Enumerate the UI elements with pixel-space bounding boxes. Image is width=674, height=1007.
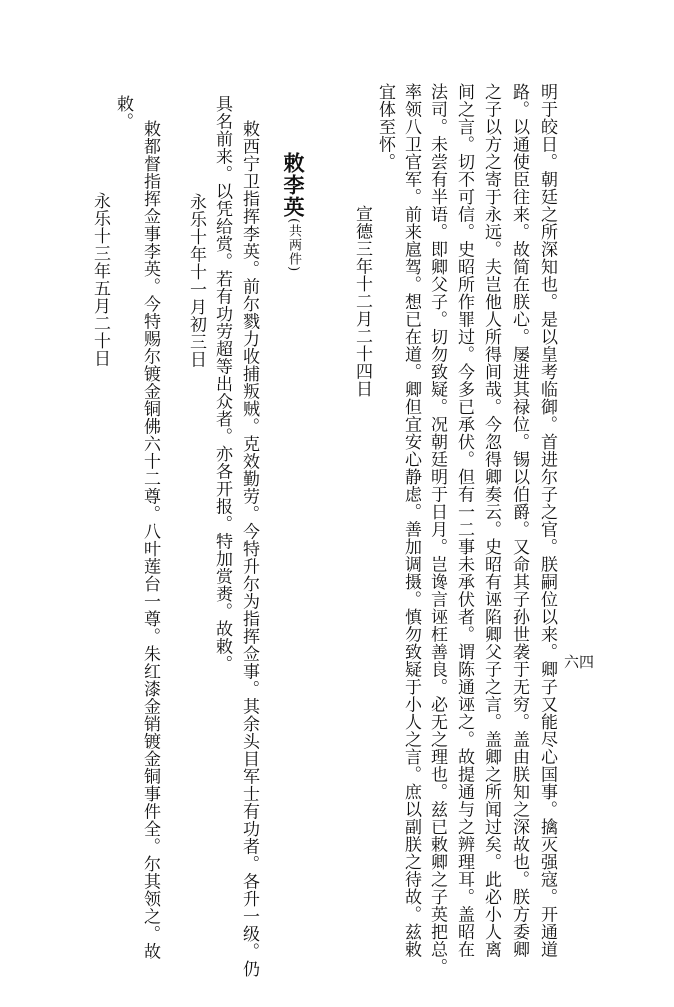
date-line: 永乐十年十一月初三日 [186,193,206,368]
text-column: 路。以通使臣往来。故简在朕心。屡进其禄位。锡以伯爵。又命其子孙世袭于无穷。盖由朕知之深故也。朕方委卿 [509,83,529,958]
date-line: 永乐十三年五月二十日 [90,192,110,367]
section-title [283,152,304,272]
text-column: 法司。未尝有半语。即卿父子。切勿致疑。况朝廷明于日月。岂谗言诬枉善良。必无之理也。兹已敕卿之子英把总。 [427,83,447,976]
title-note: (共两件) [286,218,301,273]
title-text: 敕李英 [281,152,306,218]
text-column: 具名前来。以凭给赏。若有功劳超等出众者。亦各开报。特加赏赉。故敕。 [212,95,232,673]
text-column: 间之言。切不可信。史昭所作罪过。今多已承伏。但有一二事未承伏者。谓陈通诬之。故提通与之辨理耳。盖昭在 [454,83,474,958]
text-column: 宜体至怀。 [375,83,395,171]
text-column: 率领八卫官军。前来扈驾。想已在道。卿但宜安心静虑。善加调摄。慎勿致疑于小人之言。庶以副朕之待故。兹敕 [401,83,421,958]
date-line: 宣德三年十二月二十四日 [352,205,372,398]
text-column: 之子以方之寄于永远。夫岂他人所得间哉。今忽得卿奏云。史昭有诬陷卿父子之言。盖卿之所闻过矣。此必小人离 [481,83,501,958]
text-column: 敕都督指挥佥事李英。今特赐尔镀金铜佛六十二尊。八叶莲台一尊。朱红漆金销镀金铜事件全。尔其领之。故 [140,120,160,960]
text-column: 明于皎日。朝廷之所深知也。是以皇考临御。首进尔子之官。朕嗣位以来。卿子又能尽心国事。擒灭强寇。开通道 [537,83,557,958]
text-column: 敕西宁卫指挥李英。前尔戮力收捕叛贼。克效勤劳。今特升尔为指挥佥事。其余头目军士有功者。各升一级。仍 [239,120,259,978]
page-number: 六四 [564,653,595,671]
text-column: 敕。 [113,95,133,130]
